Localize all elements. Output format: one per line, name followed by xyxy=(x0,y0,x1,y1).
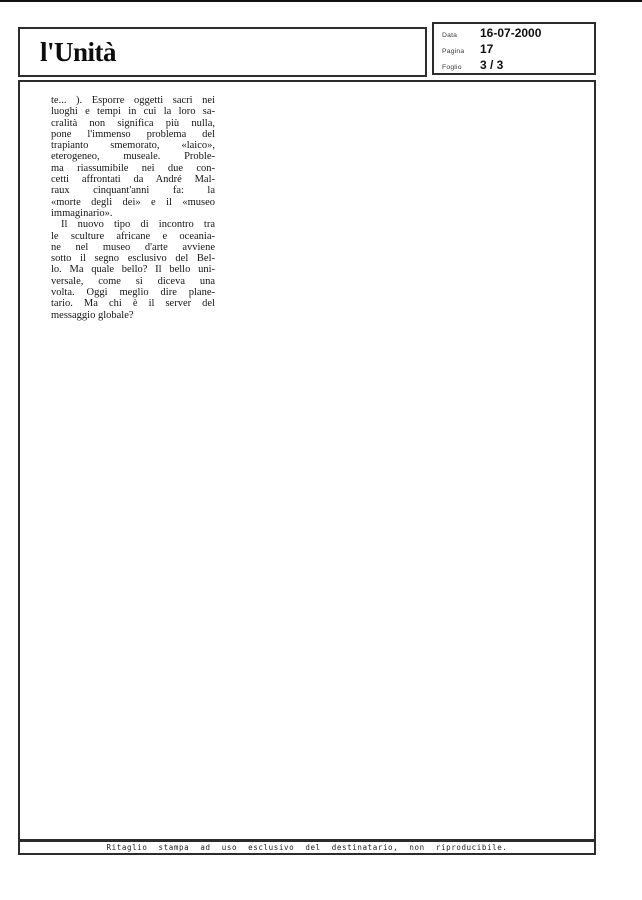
article-line: ne nel museo d'arte avviene xyxy=(51,241,215,253)
article-line: volta. Oggi meglio dire plane- xyxy=(51,287,215,299)
page-value: 17 xyxy=(480,41,494,56)
date-label: Data xyxy=(442,31,458,39)
newspaper-masthead: l'Unità xyxy=(40,36,117,67)
masthead-box xyxy=(18,27,427,77)
article-frame xyxy=(18,80,596,841)
meta-row-sheet xyxy=(442,58,594,72)
clipping-footer xyxy=(18,841,596,855)
footer-disclaimer: Ritaglio stampa ad uso esclusivo del destinatario, non riproducibile. xyxy=(106,843,508,852)
article-line: versale, come si diceva una xyxy=(51,275,215,287)
date-value: 16-07-2000 xyxy=(480,25,542,40)
article-line: messaggio globale? xyxy=(51,309,134,321)
page-top-rule xyxy=(0,0,642,2)
article-line: cetti affrontati da André Mal- xyxy=(51,174,215,186)
article-line: Il nuovo tipo di incontro tra xyxy=(61,219,215,231)
article-line: trapianto smemorato, «laico», xyxy=(51,140,215,152)
page-label: Pagina xyxy=(442,47,465,55)
sheet-label: Foglio xyxy=(442,63,462,71)
article-line: sotto il segno esclusivo del Bel- xyxy=(51,253,215,265)
article-line: tario. Ma chi è il server del xyxy=(51,298,215,310)
article-line: te... ). Esporre oggetti sacri nei xyxy=(51,95,215,106)
clipping-meta-box xyxy=(432,22,596,75)
article-column xyxy=(51,95,215,321)
meta-row-date xyxy=(442,26,594,40)
article-line: ma riassumibile nei due con- xyxy=(51,162,215,174)
article-line: raux cinquant'anni fa: la xyxy=(51,185,215,197)
article-line: eterogeneo, museale. Proble- xyxy=(51,151,215,163)
article-line: luoghi e tempi in cui la loro sa- xyxy=(51,106,215,118)
sheet-value: 3 / 3 xyxy=(480,57,504,72)
article-line: cralità non significa più nulla, xyxy=(51,117,215,129)
article-line: immaginario». xyxy=(51,207,113,219)
article-line: «morte degli dei» e il «museo xyxy=(51,196,215,208)
meta-row-page xyxy=(442,42,594,56)
article-line: pone l'immenso problema del xyxy=(51,128,215,140)
article-line: le sculture africane e oceania- xyxy=(51,230,215,242)
article-line: lo. Ma quale bello? Il bello uni- xyxy=(51,264,215,276)
